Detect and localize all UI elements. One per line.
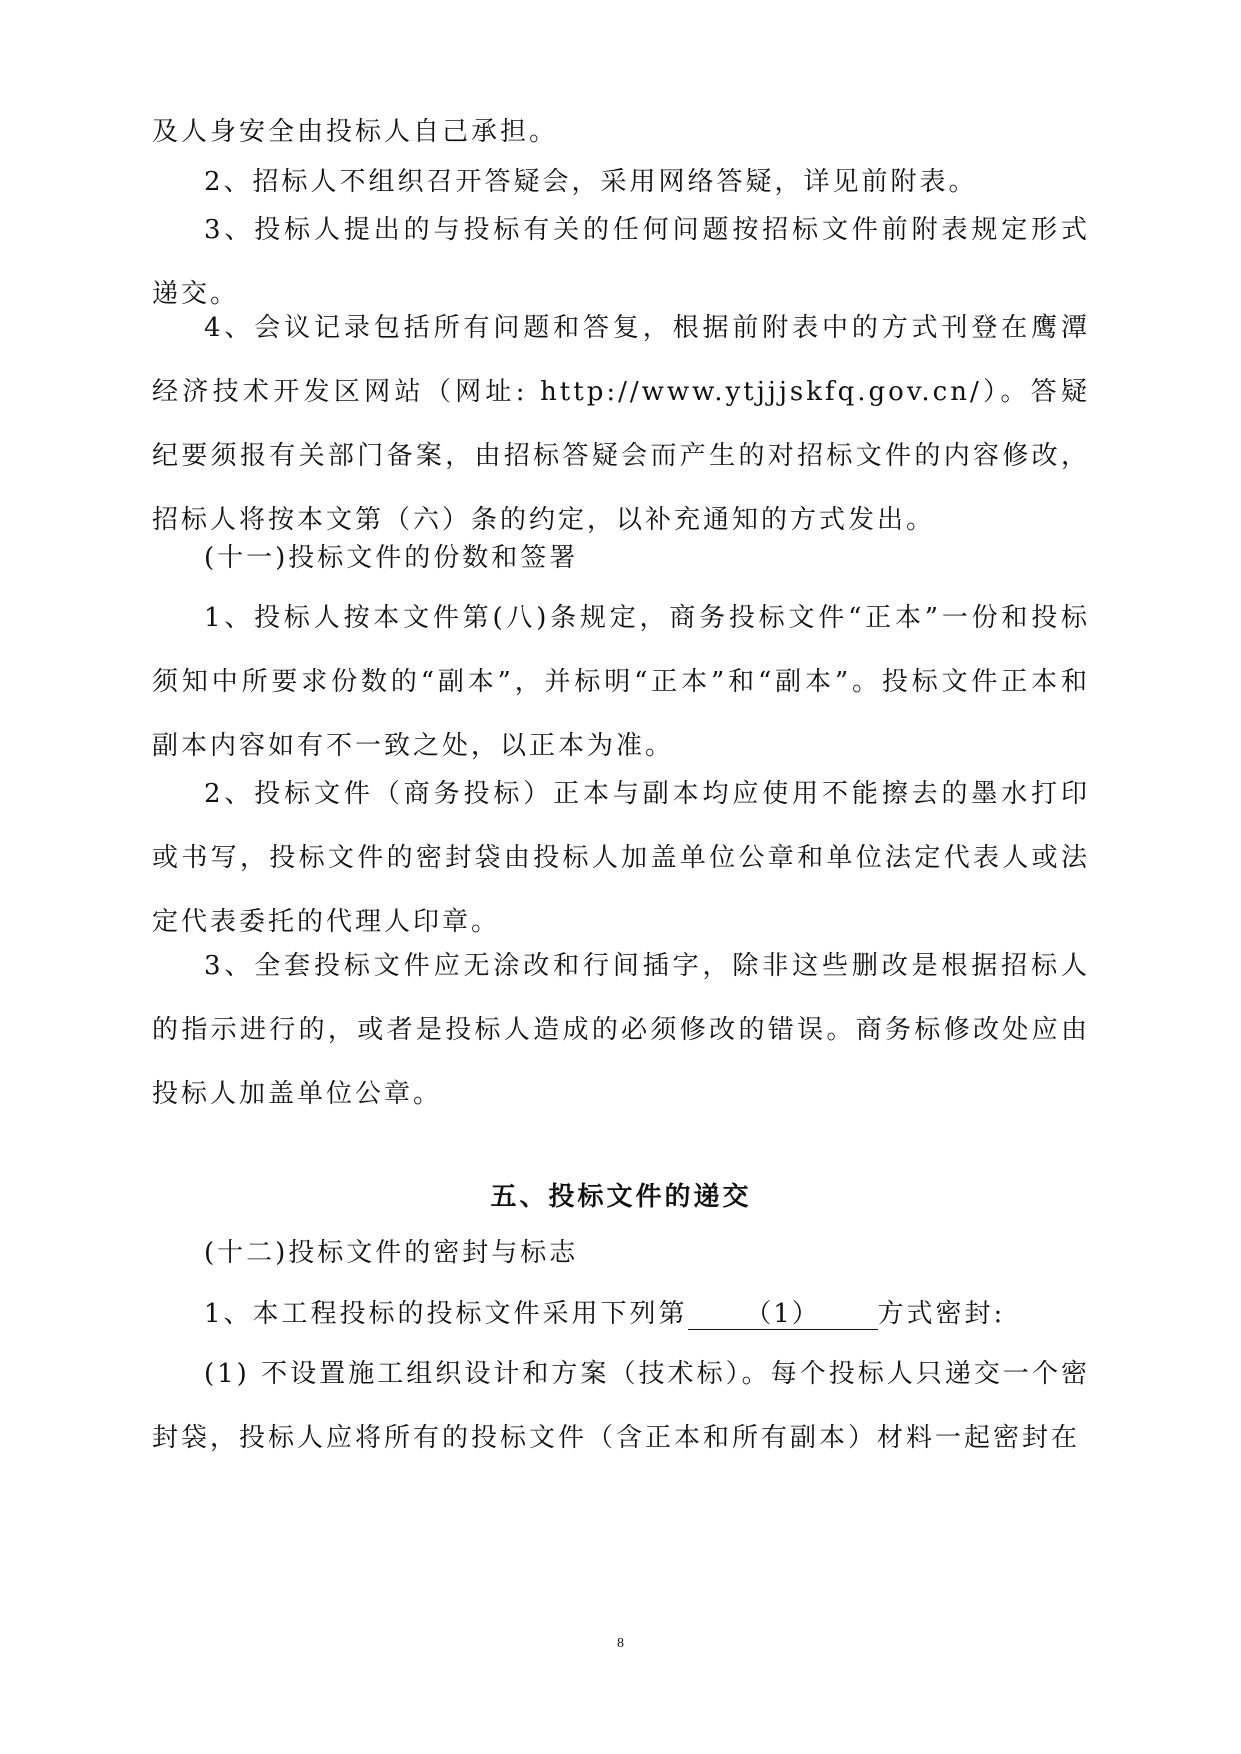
paragraph-item-2: 2、招标人不组织召开答疑会，采用网络答疑，详见前附表。 (204, 167, 978, 197)
paragraph-item-4: 4、会议记录包括所有问题和答复，根据前附表中的方式刊登在鹰潭经济技术开发区网站（网址: http://www.ytjjjskfq.gov.cn/）。答疑纪要须报有关部门备案，由招标答疑会而产生的对招标文件的内容修改，招标人将按本文第（六）条的约定，以补充通知的方式发出。 (152, 313, 1090, 535)
sealing-option-1: (1) 不设置施工组织设计和方案（技术标）。每个投标人只递交一个密封袋，投标人应将所有的投标文件（含正本和所有副本）材料一起密封在 (152, 1359, 1090, 1453)
page-number: 8 (617, 1636, 624, 1651)
sealing-suffix: 方式密封: (877, 1299, 1006, 1329)
paragraph-copies-2: 2、投标文件（商务投标）正本与副本均应使用不能擦去的墨水打印或书写，投标文件的密封袋由投标人加盖单位公章和单位法定代表人或法定代表委托的代理人印章。 (152, 779, 1090, 937)
paragraph-continuation: 及人身安全由投标人自己承担。 (152, 117, 559, 147)
paragraph-item-3: 3、投标人提出的与投标有关的任何问题按招标文件前附表规定形式递交。 (152, 215, 1090, 309)
sealing-choice-blank: （1） (688, 1299, 878, 1330)
subsection-title-12: (十二)投标文件的密封与标志 (204, 1238, 579, 1268)
sealing-method-line (152, 1282, 1090, 1346)
sealing-prefix: 1、本工程投标的投标文件采用下列第 (204, 1299, 688, 1329)
paragraph-copies-1: 1、投标人按本文件第(八)条规定，商务投标文件“正本”一份和投标须知中所要求份数的“副本”，并标明“正本”和“副本”。投标文件正本和副本内容如有不一致之处，以正本为准。 (152, 603, 1090, 761)
subsection-title-11: (十一)投标文件的份数和签署 (204, 543, 579, 573)
paragraph-copies-3: 3、全套投标文件应无涂改和行间插字，除非这些删改是根据招标人的指示进行的，或者是投标人造成的必须修改的错误。商务标修改处应由投标人加盖单位公章。 (152, 951, 1090, 1109)
section-heading: 五、投标文件的递交 (490, 1182, 752, 1212)
